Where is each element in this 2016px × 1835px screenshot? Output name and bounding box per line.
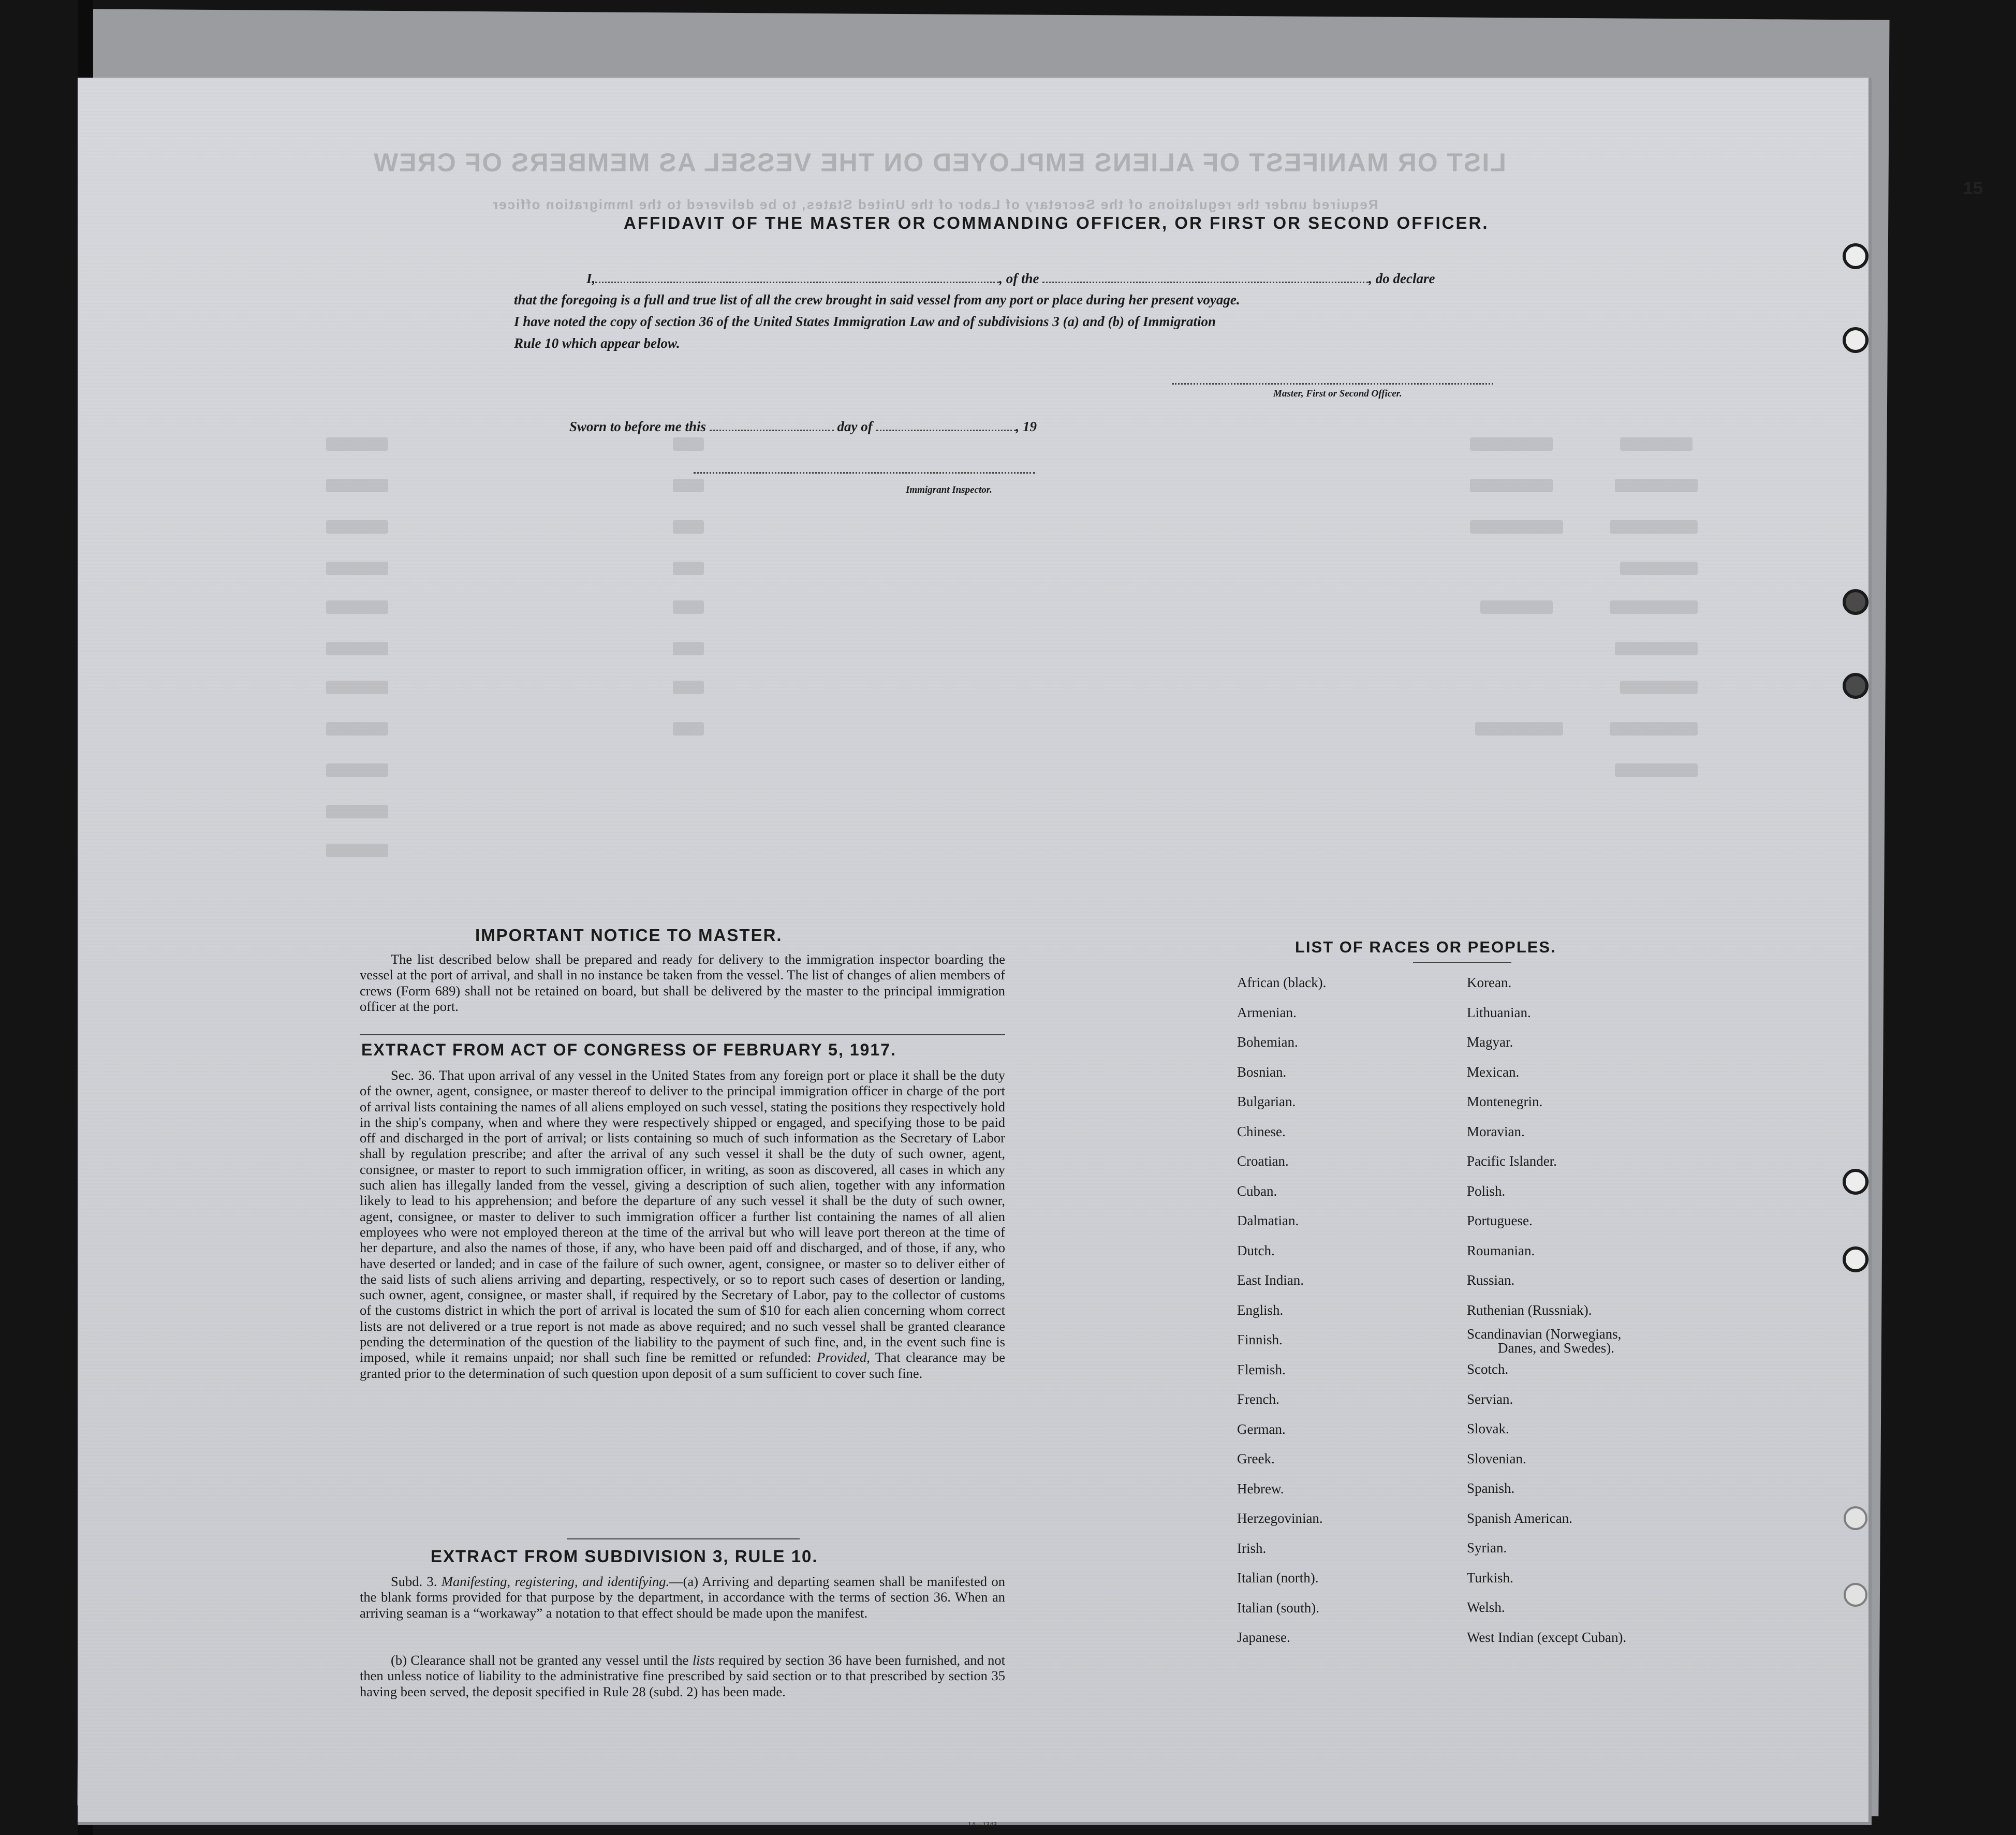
race-item: English. [1237,1302,1284,1318]
bleed-through-row [673,437,704,451]
act-heading: EXTRACT FROM ACT OF CONGRESS OF FEBRUARY 5, 1917. [361,1040,896,1059]
race-item: Spanish. [1467,1480,1515,1496]
subd-para-a: —(a) Arriving and departing seamen shall be manifested on the blank forms provided for that purpose by the department, in accordance with the terms of section 36. When an arriving seaman is a “workaway” a notation to that effect should be made upon the manifest. [360,1574,1005,1621]
bleed-through-row [326,805,388,818]
affidavit-line-4: Rule 10 which appear below. [514,335,680,351]
bleed-through-row [326,437,388,451]
year-label: , 19 [1016,419,1037,434]
affidavit-line-2: that the foregoing is a full and true list of all the crew brought in said vessel from any port or place during her present voyage. [514,292,1240,307]
race-item: Mexican. [1467,1064,1520,1080]
race-item: Scotch. [1467,1361,1509,1377]
do-declare-label: , do declare [1368,271,1435,286]
race-item: Japanese. [1237,1630,1290,1645]
race-item: Magyar. [1467,1034,1513,1050]
race-item: Chinese. [1237,1123,1286,1139]
races-column-1 [1237,968,1326,1653]
race-item: Irish. [1237,1540,1267,1556]
bleed-through-row [1615,642,1698,655]
rule-para-b [360,1652,1005,1699]
subd-label: Subd. 3. [391,1574,437,1589]
bleed-through-row [673,479,704,492]
bleed-through-row [673,562,704,575]
notice-heading: IMPORTANT NOTICE TO MASTER. [475,926,783,945]
race-item: Armenian. [1237,1004,1297,1020]
race-item: Flemish. [1237,1361,1286,1377]
para-b-pre: (b) Clearance shall not be granted any vessel until the [391,1652,689,1668]
race-item: Roumanian. [1467,1242,1535,1258]
master-signature-blank[interactable] [1172,372,1493,385]
bleed-through-row [326,642,388,655]
sworn-month-blank[interactable] [876,418,1016,431]
punch-hole [1843,243,1868,269]
race-item: Dalmatian. [1237,1213,1299,1228]
race-item: Italian (south). [1237,1599,1319,1616]
race-item: German. [1237,1421,1286,1437]
bleed-through-row [673,520,704,534]
notice-rule [360,1034,1005,1035]
act-section-36-end: That clearance may be granted prior to the determination of such question upon deposit of a sum sufficient to cover such fine. [360,1349,1006,1381]
race-item: Pacific Islander. [1467,1153,1557,1169]
page-number: 15 [1963,179,1983,198]
form-number: 14—1343 [968,1821,997,1829]
bleed-through-row [1480,600,1553,614]
inspector-signature-blank[interactable] [694,461,1035,474]
bleed-through-subtitle: Required under the regulations of the Secretary of Labor of the United States, to be delivered to the Immigration officer [492,197,1378,212]
bleed-through-row [326,844,388,857]
punch-hole [1844,1583,1867,1607]
race-item: Moravian. [1467,1123,1525,1139]
race-item: West Indian (except Cuban). [1467,1629,1627,1645]
sworn-label: Sworn to before me this [569,419,707,434]
race-item: Hebrew. [1237,1480,1284,1496]
act-section-36: Sec. 36. That upon arrival of any vessel in the United States from any foreign port or place it shall be the duty of the owner, agent, consignee, or master thereof to deliver to the principal immigration officer in charge of the port of arrival lists containing the names of all aliens employed on such vessel, stating the positions they respectively hold in the ship's company, when and where they were respectively shipped or engaged, and specifying those to be paid off and discharged in the port of arrival; or lists containing so much of such information as the Secretary of Labor shall by regulation prescribe; and after the arrival of any such vessel it shall be the duty of such owner, agent, consignee, or master to report to such immigration officer, in writing, as soon as discovered, all cases in which any such alien has illegally landed from the vessel, giving a description of such alien, together with any information likely to lead to his apprehension; and before the departure of any such vessel it shall be the duty of such owner, agent, consignee, or master to deliver to such immigration officer a further list containing the names of all alien employees who were not employed thereon at the time of the arrival but who will leave port thereon at the time of her departure, and also the names of those, if any, who have been paid off and discharged, and of those, if any, who have deserted or landed; and in case of the failure of such owner, agent, consignee, or master so to deliver either of the said lists of such aliens arriving and departing, respectively, or so to report such cases of desertion or landing, such owner, agent, consignee, or master shall, if required by the Secretary of Labor, pay to the collector of customs of the customs district in which the port of arrival is located the sum of $10 for each alien concerning whom correct lists are not delivered or a true report is not made as above required; and no such vessel shall be granted clearance pending the determination of the question of the liability to the payment of such fine, and, in the event such fine is imposed, while it remains unpaid; nor shall such fine be remitted or refunded: [360,1067,1005,1366]
race-item: Herzegovinian. [1237,1510,1323,1526]
master-name-blank[interactable] [595,270,999,283]
bleed-through-row [1610,722,1698,736]
affidavit-title: AFFIDAVIT OF THE MASTER OR COMMANDING OFFICER, OR FIRST OR SECOND OFFICER. [624,213,1489,232]
bleed-through-row [1475,722,1563,736]
race-item: Ruthenian (Russniak). [1467,1302,1592,1318]
race-item: Bosnian. [1237,1064,1287,1080]
bleed-through-row [326,764,388,777]
para-b-post: required by section 36 have been furnished, and not then unless notice of liability to the administrative fine prescribed by said section or to that prescribed by section 35 having been served, the deposit specified in Rule 28 (subd. 2) has been made. [360,1652,1006,1699]
scandinavian-line-2: Danes, and Swedes). [1498,1340,1614,1356]
bleed-through-row [326,562,388,575]
bleed-through-row [1610,520,1698,534]
race-item: Greek. [1237,1451,1275,1466]
bleed-through-row [673,600,704,614]
race-item: Italian (north). [1237,1570,1319,1586]
race-item: East Indian. [1237,1272,1304,1288]
race-item: Turkish. [1467,1569,1513,1586]
race-item: Welsh. [1467,1599,1505,1615]
race-item: African (black). [1237,975,1327,990]
affidavit-declare-line [586,270,1435,287]
day-of-label: day of [837,419,873,434]
races-column-2-lower [1467,1355,1626,1652]
race-item: Dutch. [1237,1242,1275,1258]
inspector-caption: Immigrant Inspector. [906,485,992,495]
manifest-page [78,78,1872,1829]
bleed-through-row [673,722,704,736]
bleed-through-row [326,722,388,736]
affidavit-line-3: I have noted the copy of section 36 of the United States Immigration Law and of subdivisions 3 (a) and (b) of Immigration [514,314,1216,329]
race-item: Korean. [1467,975,1512,990]
scandinavian-line-1: Scandinavian (Norwegians, [1467,1326,1622,1342]
race-item: Polish. [1467,1183,1506,1199]
i-label: I, [586,271,596,286]
race-item: Servian. [1467,1391,1513,1407]
notice-text: The list described below shall be prepared and ready for delivery to the immigration inspector boarding the vessel at the port of arrival, and shall in no instance be taken from the vessel. The list of changes of alien members of crews (Form 689) shall not be retained on board, but shall be delivered by the master to the principal immigration officer at the port. [360,951,1005,1014]
race-item: Croatian. [1237,1153,1289,1169]
race-item: Finnish. [1237,1332,1283,1347]
race-item: Russian. [1467,1272,1515,1288]
race-item: Cuban. [1237,1183,1277,1199]
subd-title: Manifesting, registering, and identifying. [441,1574,670,1589]
bleed-through-row [1470,479,1553,492]
race-item: Bulgarian. [1237,1094,1296,1109]
bleed-through-row [1470,437,1553,451]
act-provided: Provided, [817,1349,870,1366]
rule-para-a [360,1574,1005,1621]
punch-hole [1843,1169,1868,1195]
race-item: Lithuanian. [1467,1004,1531,1020]
bleed-through-row [1620,562,1698,575]
races-column-2 [1467,968,1626,1652]
act-text [360,1067,1005,1381]
of-the-label: , of the [999,271,1039,286]
races-column-2-upper [1467,968,1626,1325]
race-item: Slovak. [1467,1421,1509,1436]
race-item: Spanish American. [1467,1510,1572,1526]
races-heading: LIST OF RACES OR PEOPLES. [1295,938,1556,956]
sworn-day-blank[interactable] [710,418,834,431]
bleed-through-row [673,681,704,694]
bleed-through-row [326,520,388,534]
bleed-through-row [1620,681,1698,694]
punch-hole [1843,673,1868,699]
para-b-lists: lists [692,1652,715,1668]
vessel-name-blank[interactable] [1042,270,1368,283]
race-item: Syrian. [1467,1540,1507,1555]
bleed-through-row [1615,764,1698,777]
bleed-through-row [326,600,388,614]
bleed-through-row [326,479,388,492]
bleed-through-row [1620,437,1693,451]
act-rule [567,1538,800,1539]
bleed-through-title: LIST OR MANIFEST OF ALIENS EMPLOYED ON THE VESSEL AS MEMBERS OF CREW [373,148,1506,177]
bleed-through-row [1470,520,1563,534]
race-item: Portuguese. [1467,1213,1533,1228]
race-item: Slovenian. [1467,1450,1526,1466]
signature-caption: Master, First or Second Officer. [1273,388,1402,399]
punch-hole [1843,327,1868,353]
bleed-through-row [326,681,388,694]
race-item: Montenegrin. [1467,1094,1543,1109]
punch-hole [1843,1246,1868,1272]
bleed-through-row [1615,479,1698,492]
race-item: French. [1237,1391,1279,1407]
races-rule [1413,962,1511,963]
punch-hole [1844,1506,1867,1530]
punch-hole [1843,589,1868,615]
race-item-scandinavian [1467,1325,1626,1355]
sworn-line [569,418,1037,435]
race-item: Bohemian. [1237,1034,1298,1050]
bleed-through-row [673,642,704,655]
rule-heading: EXTRACT FROM SUBDIVISION 3, RULE 10. [431,1547,818,1566]
bleed-through-row [1610,600,1698,614]
